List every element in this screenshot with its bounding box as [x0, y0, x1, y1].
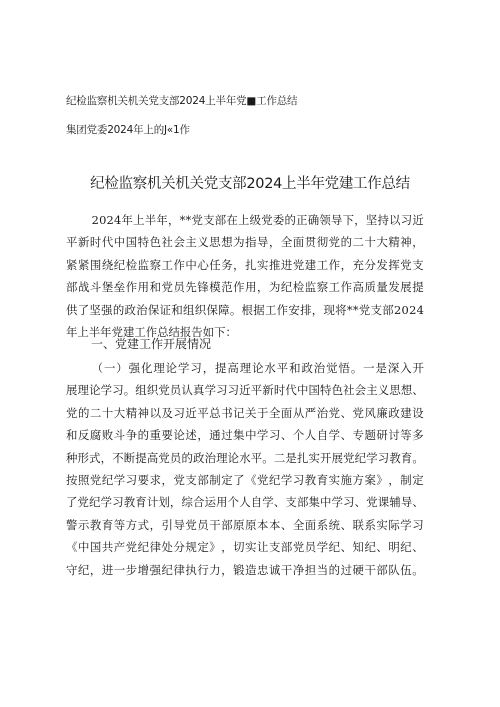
- paragraph-line: 《 中 国 共 产 党 纪 律 处 分 规 定 》 ， 切 实 让 支 部 党 员 学 纪 、 知 纪 、 明 纪 、: [66, 540, 424, 555]
- paragraph-line: 按 照 党 纪 学 习 要 求 ， 党 支 部 制 定 了 《 党 纪 学 习 教 育 实 施 方 案 》 ， 制 定: [66, 472, 424, 487]
- intro-paragraph: [66, 209, 424, 343]
- paragraph-line: 警 示 教 育 等 方 式 ， 引 导 党 员 干 部 原 原 本 本 、 全 面 系 统 、 联 系 实 际 学 习: [66, 517, 424, 532]
- paragraph-line: 年上半年党建工作总结报告如下：: [66, 324, 237, 339]
- paragraph-line: 供 了 坚 强 的 政 治 保 证 和 组 织 保 障 。 根 据 工 作 安 排 ， 现 将 * * 党 支 部 2 0 2 4: [66, 302, 424, 317]
- paragraph-line: 了 党 纪 学 习 教 育 计 划 ， 综 合 运 用 个 人 自 学 、 支 部 集 中 学 习 、 党 课 辅 导 、: [66, 495, 424, 510]
- paragraph-line: （ 一 ） 强 化 理 论 学 习 ， 提 高 理 论 水 平 和 政 治 觉 悟 。 一 是 深 入 开: [91, 361, 424, 375]
- study-paragraph: [66, 357, 424, 581]
- section-heading: 一、党建工作开展情况: [91, 337, 212, 351]
- header-line-2: 集团党委2024年上的J«1作: [66, 124, 190, 136]
- paragraph-line: 展 理 论 学 习 。 组 织 党 员 认 真 学 习 习 近 平 新 时 代 中 国 特 色 社 会 主 义 思 想 、: [66, 383, 424, 398]
- paragraph-line: 党 的 二 十 大 精 神 以 及 习 近 平 总 书 记 关 于 全 面 从 严 治 党 、 党 风 廉 政 建 设: [66, 405, 424, 420]
- paragraph-line: 守 纪 ， 进 一 步 增 强 纪 律 执 行 力 ， 锻 造 忠 诚 干 净 担 当 的 过 硬 干 部 队 伍 。: [66, 562, 424, 577]
- paragraph-line: 和 反 腐 败 斗 争 的 重 要 论 述 ， 通 过 集 中 学 习 、 个 人 自 学 、 专 题 研 讨 等 多: [66, 428, 424, 443]
- paragraph-line: 平 新 时 代 中 国 特 色 社 会 主 义 思 想 为 指 导 ， 全 面 贯 彻 党 的 二 十 大 精 神 ，: [66, 235, 424, 250]
- paragraph-line: 部 战 斗 堡 垒 作 用 和 党 员 先 锋 模 范 作 用 ， 为 纪 检 监 察 工 作 高 质 量 发 展 提: [66, 280, 424, 295]
- document-title: 纪检监察机关机关党支部2024上半年党建工作总结: [90, 176, 410, 192]
- paragraph-line: 紧 紧 围 绕 纪 检 监 察 工 作 中 心 任 务 ， 扎 实 推 进 党 建 工 作 ， 充 分 发 挥 党 支: [66, 257, 424, 272]
- paragraph-line: 2 0 2 4 年 上 半 年 ， * * 党 支 部 在 上 级 党 委 的 正 确 领 导 下 ， 坚 持 以 习 近: [91, 213, 424, 227]
- paragraph-line: 种 形 式 ， 不 断 提 高 党 员 的 政 治 理 论 水 平 。 二 是 扎 实 开 展 党 纪 学 习 教 育 。: [66, 450, 424, 465]
- header-line-1: 纪检监察机关机关党支部2024上半年党■工作总结: [66, 95, 298, 107]
